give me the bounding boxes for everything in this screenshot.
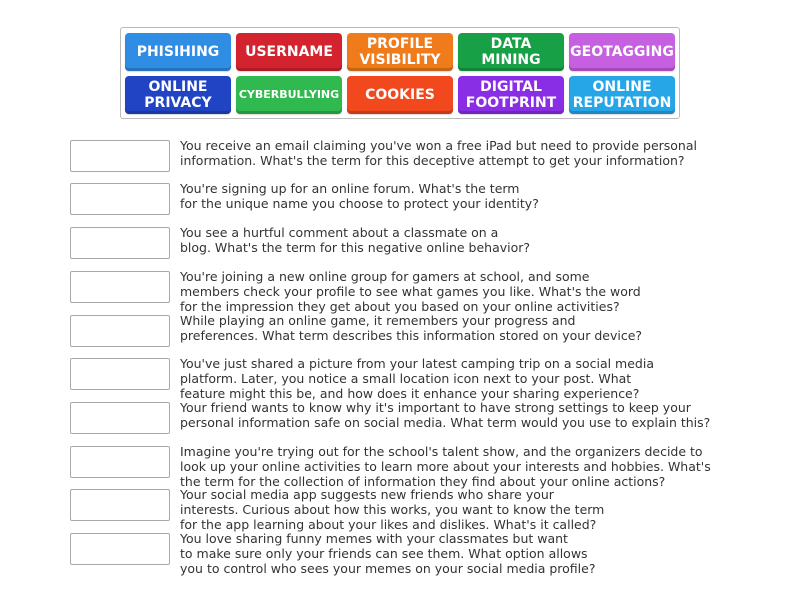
tile-online-privacy[interactable]: ONLINE PRIVACY: [125, 76, 231, 114]
answer-drop-box-7[interactable]: [70, 402, 170, 434]
question-row-2: [70, 183, 720, 227]
question-text-7: Your friend wants to know why it's important to have strong settings to keep your personal information safe on social media. What term would you use to explain this?: [180, 400, 711, 430]
answer-drop-box-10[interactable]: [70, 533, 170, 565]
tile-username[interactable]: USERNAME: [236, 33, 342, 71]
question-row-7: [70, 402, 720, 446]
question-text-8: Imagine you're trying out for the school's talent show, and the organizers decide to look up your online activities to learn more about your interests and hobbies. What's the term for the collection of information they find about your online actions?: [180, 444, 711, 489]
question-text-6: You've just shared a picture from your latest camping trip on a social media platform. Later, you notice a small location icon next to your post. What feature might this be, and how does it enhance your sharing experience?: [180, 356, 654, 401]
tile-cookies[interactable]: COOKIES: [347, 76, 453, 114]
tile-profile-visibility[interactable]: PROFILE VISIBILITY: [347, 33, 453, 71]
question-text-5: While playing an online game, it remembers your progress and preferences. What term describes this information stored on your device?: [180, 313, 643, 343]
answer-drop-box-6[interactable]: [70, 358, 170, 390]
tile-digital-footprint[interactable]: DIGITAL FOOTPRINT: [458, 76, 564, 114]
answer-drop-box-2[interactable]: [70, 183, 170, 215]
answer-drop-box-8[interactable]: [70, 446, 170, 478]
question-row-4: [70, 271, 720, 315]
question-row-3: [70, 227, 720, 271]
answer-drop-box-9[interactable]: [70, 489, 170, 521]
answer-drop-box-4[interactable]: [70, 271, 170, 303]
word-bank: [120, 27, 680, 119]
question-text-9: Your social media app suggests new friends who share your interests. Curious about how this works, you want to know the term for the app learning about your likes and dislikes. What's it called?: [180, 487, 605, 532]
question-text-1: You receive an email claiming you've won a free iPad but need to provide personal information. What's the term for this deceptive attempt to get your information?: [180, 138, 697, 168]
tile-geotagging[interactable]: GEOTAGGING: [569, 33, 675, 71]
answer-drop-box-1[interactable]: [70, 140, 170, 172]
question-text-4: You're joining a new online group for gamers at school, and some members check your profile to see what games you like. What's the word for the impression they get about you based on your online activities?: [180, 269, 641, 314]
question-row-8: [70, 446, 720, 490]
question-row-5: [70, 315, 720, 359]
answer-drop-box-3[interactable]: [70, 227, 170, 259]
tile-phishing[interactable]: PHISIHING: [125, 33, 231, 71]
tile-data-mining[interactable]: DATA MINING: [458, 33, 564, 71]
question-row-9: [70, 489, 720, 533]
question-text-10: You love sharing funny memes with your classmates but want to make sure only your friends can see them. What option allows you to control who sees your memes on your social media profile?: [180, 531, 596, 576]
question-row-1: [70, 140, 720, 184]
question-row-10: [70, 533, 720, 577]
question-row-6: [70, 358, 720, 402]
question-text-2: You're signing up for an online forum. What's the term for the unique name you choose to protect your identity?: [180, 181, 539, 211]
answer-drop-box-5[interactable]: [70, 315, 170, 347]
tile-online-reputation[interactable]: ONLINE REPUTATION: [569, 76, 675, 114]
tile-cyberbullying[interactable]: CYBERBULLYING: [236, 76, 342, 114]
question-text-3: You see a hurtful comment about a classmate on a blog. What's the term for this negative online behavior?: [180, 225, 531, 255]
